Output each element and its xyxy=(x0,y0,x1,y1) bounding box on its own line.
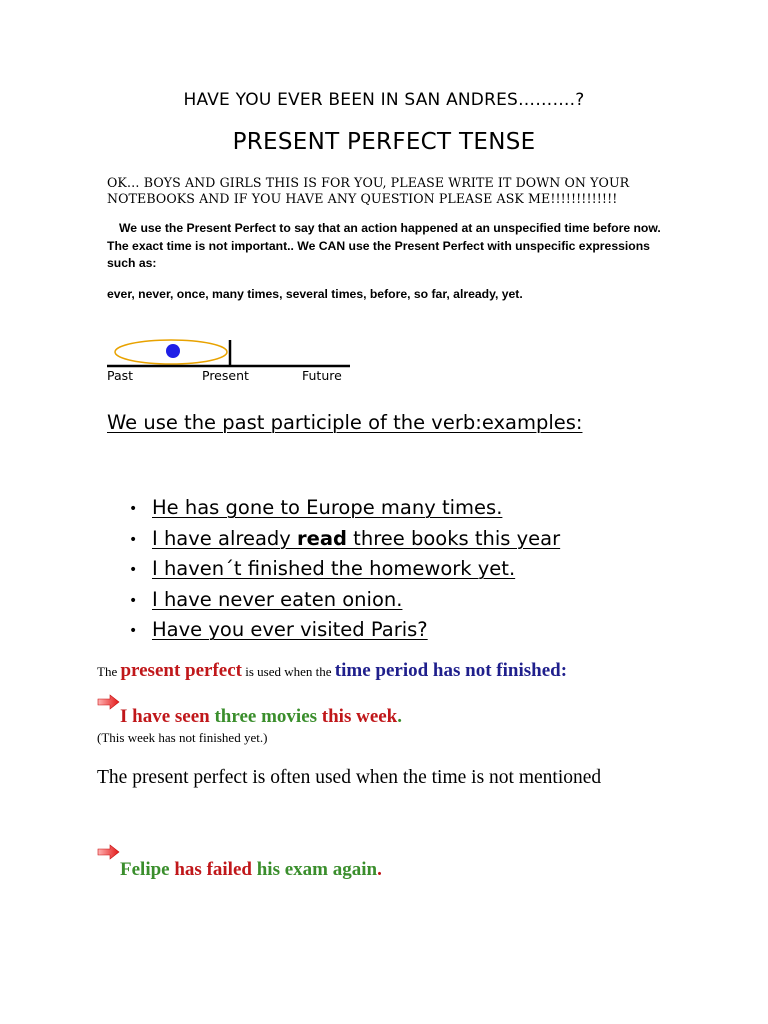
example-text: Have you ever visited Paris? xyxy=(152,618,428,642)
bullet-icon: • xyxy=(129,562,138,579)
term-time-period: time period has not finished: xyxy=(334,660,568,681)
timeline-label-present: Present xyxy=(202,368,249,383)
expressions-list: ever, never, once, many times, several times, before, so far, already, yet. xyxy=(107,287,523,301)
title-question: HAVE YOU EVER BEEN IN SAN ANDRES……….? xyxy=(183,90,585,110)
example-sentence-felipe: Felipe has failed his exam again. xyxy=(120,859,382,880)
definition-paragraph xyxy=(107,220,667,273)
bullet-icon: • xyxy=(129,623,138,640)
definition-text: We use the Present Perfect to say that an action happened at an unspecified time before now. The exact time is not important.. We CAN use the Present Perfect with unspecific expressions such as: xyxy=(107,221,661,270)
example-sentence-week: I have seen three movies this week. xyxy=(120,706,403,727)
usage-rule: The present perfect is used when the time period has not finished: xyxy=(97,660,568,681)
example-text: I have already read three books this year xyxy=(152,526,561,550)
bullet-icon: • xyxy=(129,531,138,548)
rule-paragraph: The present perfect is often used when the time is not mentioned xyxy=(97,767,602,788)
note-text: (This week has not finished yet.) xyxy=(97,730,268,745)
red-arrow-icon xyxy=(97,843,121,861)
page-title: PRESENT PERFECT TENSE xyxy=(232,129,536,155)
past-participle-heading: We use the past participle of the verb:examples: xyxy=(107,411,583,434)
timeline-label-past: Past xyxy=(107,368,134,383)
red-arrow-icon xyxy=(97,693,121,711)
bullet-icon: • xyxy=(129,592,138,609)
term-present-perfect: present perfect xyxy=(120,660,242,681)
example-text: He has gone to Europe many times. xyxy=(152,496,503,519)
timeline-label-future: Future xyxy=(302,368,342,383)
timeline-dot xyxy=(166,344,180,358)
example-text: I have never eaten onion. xyxy=(152,587,403,611)
bullet-icon: • xyxy=(129,501,138,517)
intro-text: OK… BOYS AND GIRLS THIS IS FOR YOU, PLEASE WRITE IT DOWN ON YOUR NOTEBOOKS AND IF YOU HAVE ANY QUESTION PLEASE ASK ME!!!!!!!!!!!!! xyxy=(107,175,630,206)
example-bold-verb: read xyxy=(297,526,347,550)
example-text: I haven´t finished the homework yet. xyxy=(152,557,516,581)
